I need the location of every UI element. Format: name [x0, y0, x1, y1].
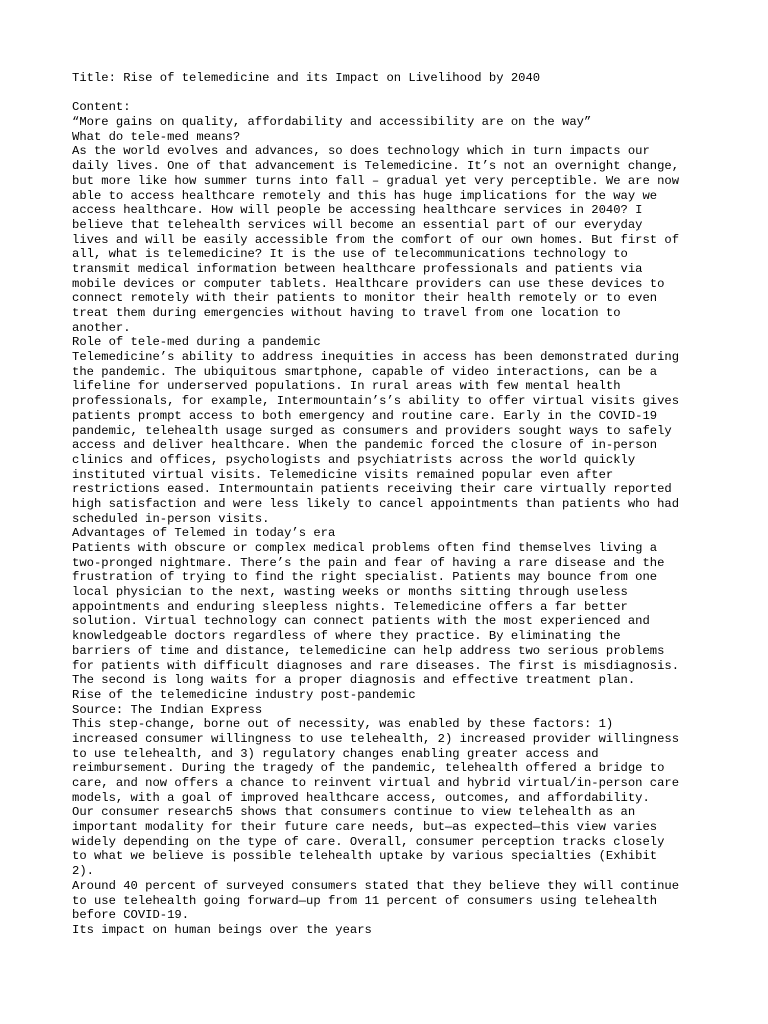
paragraph-line: but more like how summer turns into fall – gradual yet very perceptible. We are now — [72, 173, 680, 188]
paragraph-line: transmit medical information between healthcare professionals and patients via — [72, 261, 643, 276]
paragraph-line: to what we believe is possible telehealth uptake by various specialties (Exhibit — [72, 849, 658, 864]
paragraph-line: important modality for their future care needs, but—as expected—this view varies — [72, 820, 658, 835]
paragraph-line: lives and will be easily accessible from the comfort of our own homes. But first of — [72, 232, 680, 247]
paragraph-line: restrictions eased. Intermountain patients receiving their care virtually reported — [72, 482, 672, 497]
document-page — [72, 71, 712, 938]
paragraph-line: scheduled in-person visits. — [72, 511, 270, 526]
section — [72, 923, 712, 938]
paragraph-line: widely depending on the type of care. Overall, consumer perception tracks closely — [72, 834, 665, 849]
section-heading: Rise of the telemedicine industry post-pandemic — [72, 687, 416, 702]
paragraph-line: access and deliver healthcare. When the pandemic forced the closure of in-person — [72, 438, 658, 453]
paragraph-line: knowledgeable doctors regardless of where they practice. By eliminating the — [72, 629, 621, 644]
paragraph-line: treat them during emergencies without having to travel from one location to — [72, 306, 621, 320]
section-heading: Its impact on human beings over the years — [72, 922, 372, 937]
paragraph-line: 2). — [72, 864, 94, 879]
paragraph-line: mobile devices or computer tablets. Healthcare providers can use these devices to — [72, 276, 665, 291]
paragraph-line: As the world evolves and advances, so does technology which in turn impacts our — [72, 144, 650, 159]
paragraph-line: increased consumer willingness to use telehealth, 2) increased provider willingness — [72, 731, 680, 746]
paragraph-line: lifeline for underserved populations. In rural areas with few mental health — [72, 379, 621, 394]
paragraph-line: Patients with obscure or complex medical problems often find themselves living a — [72, 541, 658, 555]
paragraph-line: The second is long waits for a proper diagnosis and effective treatment plan. — [72, 673, 636, 688]
paragraph-line: Telemedicine’s ability to address inequities in access has been demonstrated during — [72, 350, 680, 365]
paragraph-line: reimbursement. During the tragedy of the pandemic, telehealth offered a bridge to — [72, 761, 665, 776]
document-title: Title: Rise of telemedicine and its Impact on Livelihood by 2040 — [72, 71, 541, 85]
paragraph-line: Source: The Indian Express — [72, 702, 263, 717]
paragraph-line: Around 40 percent of surveyed consumers stated that they believe they will continue — [72, 878, 680, 893]
paragraph-line: This step-change, borne out of necessity, was enabled by these factors: 1) — [72, 717, 614, 732]
paragraph-line: patients prompt access to both emergency and routine care. Early in the COVID-19 — [72, 408, 658, 423]
paragraph-line: the pandemic. The ubiquitous smartphone, capable of video interactions, can be a — [72, 364, 658, 379]
section — [72, 130, 712, 336]
section — [72, 335, 712, 526]
section — [72, 526, 712, 688]
paragraph-line: access healthcare. How will people be accessing healthcare services in 2040? I — [72, 203, 643, 218]
paragraph-line: Our consumer research5 shows that consumers continue to view telehealth as an — [72, 805, 636, 820]
section-heading: Role of tele-med during a pandemic — [72, 335, 321, 350]
paragraph-line: high satisfaction and were less likely to cancel appointments than patients who had — [72, 496, 680, 511]
paragraph-line: daily lives. One of that advancement is Telemedicine. It’s not an overnight change, — [72, 159, 680, 174]
paragraph-line: to use telehealth going forward—up from 11 percent of consumers using telehealth — [72, 893, 658, 908]
paragraph-line: professionals, for example, Intermountain’s’s ability to offer virtual visits gives — [72, 394, 680, 409]
content-label: Content: — [72, 100, 131, 115]
paragraph-line: two-pronged nightmare. There’s the pain and fear of having a rare disease and the — [72, 555, 665, 570]
section-heading: Advantages of Telemed in today’s era — [72, 526, 336, 541]
paragraph-line: all, what is telemedicine? It is the use of telecommunications technology to — [72, 247, 628, 262]
paragraph-line: models, with a goal of improved healthcare access, outcomes, and affordability. — [72, 790, 650, 805]
paragraph-line: clinics and offices, psychologists and psychiatrists across the world quickly — [72, 452, 636, 467]
paragraph-line: for patients with difficult diagnoses and rare diseases. The first is misdiagnosis. — [72, 658, 680, 673]
pull-quote: “More gains on quality, affordability and accessibility are on the way” — [72, 115, 592, 130]
paragraph-line: barriers of time and distance, telemedicine can help address two serious problems — [72, 643, 665, 658]
paragraph-line: believe that telehealth services will become an essential part of our everyday — [72, 217, 643, 232]
paragraph-line: to use telehealth, and 3) regulatory changes enabling greater access and — [72, 746, 599, 761]
section-heading: What do tele-med means? — [72, 129, 241, 144]
paragraph-line: care, and now offers a chance to reinvent virtual and hybrid virtual/in-person care — [72, 776, 680, 790]
document-body — [72, 130, 712, 938]
paragraph-line: able to access healthcare remotely and this has huge implications for the way we — [72, 188, 658, 203]
paragraph-line: pandemic, telehealth usage surged as consumers and providers sought ways to safely — [72, 423, 672, 438]
paragraph-line: local physician to the next, wasting weeks or months sitting through useless — [72, 585, 628, 600]
paragraph-line: frustration of trying to find the right specialist. Patients may bounce from one — [72, 570, 658, 585]
paragraph-line: another. — [72, 320, 131, 335]
paragraph-line: connect remotely with their patients to monitor their health remotely or to even — [72, 291, 658, 306]
paragraph-line: instituted virtual visits. Telemedicine visits remained popular even after — [72, 467, 614, 482]
paragraph-line: solution. Virtual technology can connect patients with the most experienced and — [72, 614, 650, 629]
blank-line — [72, 86, 712, 101]
paragraph-line: before COVID-19. — [72, 908, 190, 923]
section — [72, 688, 712, 923]
paragraph-line: appointments and enduring sleepless nights. Telemedicine offers a far better — [72, 599, 628, 614]
